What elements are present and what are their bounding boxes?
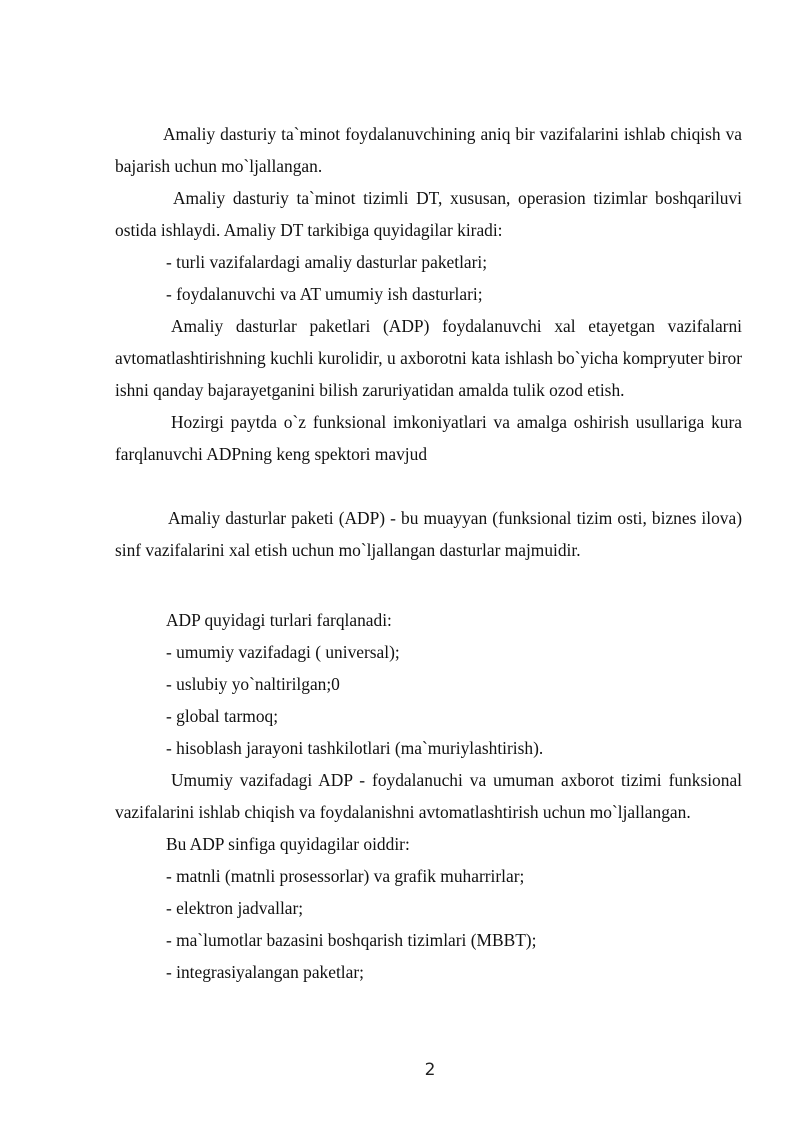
paragraph-5: Amaliy dasturlar paketi (ADP) - bu muayyan (funksional tizim osti, biznes ilova) sinf vazifalarini xal etish uchun mo`ljallangan dasturlar majmuidir.	[115, 508, 742, 560]
list-item: - foydalanuvchi va AT umumiy ish dasturlari;	[166, 284, 483, 304]
paragraph-7: Umumiy vazifadagi ADP - foydalanuchi va umuman axborot tizimi funksional vazifalarini ishlab chiqish va foydalanishni avtomatlashtirish uchun mo`ljallangan.	[115, 770, 742, 822]
list-item: - global tarmoq;	[166, 706, 279, 726]
paragraph-4: Hozirgi paytda o`z funksional imkoniyatlari va amalga oshirish usullariga kura farqlanuvchi ADPning keng spektori mavjud	[115, 412, 742, 464]
blank-line	[115, 566, 742, 598]
paragraph-6: ADP quyidagi turlari farqlanadi:	[166, 610, 392, 630]
list-item: - hisoblash jarayoni tashkilotlari (ma`muriylashtirish).	[166, 738, 544, 758]
list-item: - elektron jadvallar;	[166, 898, 304, 918]
list-item: - uslubiy yo`naltirilgan;0	[166, 674, 340, 694]
paragraph-1: Amaliy dasturiy ta`minot foydalanuvchining aniq bir vazifalarini ishlab chiqish va bajarish uchun mo`ljallangan.	[115, 124, 742, 176]
list-item: - ma`lumotlar bazasini boshqarish tizimlari (MBBT);	[166, 930, 537, 950]
page-number: 2	[424, 1060, 436, 1080]
list-item: - integrasiyalangan paketlar;	[166, 962, 364, 982]
list-item: - turli vazifalardagi amaliy dasturlar paketlari;	[166, 252, 488, 272]
paragraph-8: Bu ADP sinfiga quyidagilar oiddir:	[166, 834, 410, 854]
blank-line	[115, 470, 742, 502]
document-page	[115, 118, 742, 988]
list-item: - matnli (matnli prosessorlar) va grafik muharrirlar;	[166, 866, 525, 886]
list-item: - umumiy vazifadagi ( universal);	[166, 642, 400, 662]
paragraph-3: Amaliy dasturlar paketlari (ADP) foydalanuvchi xal etayetgan vazifalarni avtomatlashtirishning kuchli kurolidir, u axborotni kata ishlash bo`yicha kompryuter biror ishni qanday bajarayetganini bilish zaruriyatidan amalda tulik ozod etish.	[115, 316, 742, 400]
paragraph-2: Amaliy dasturiy ta`minot tizimli DT, xususan, operasion tizimlar boshqariluvi ostida ishlaydi. Amaliy DT tarkibiga quyidagilar kiradi:	[115, 188, 742, 240]
